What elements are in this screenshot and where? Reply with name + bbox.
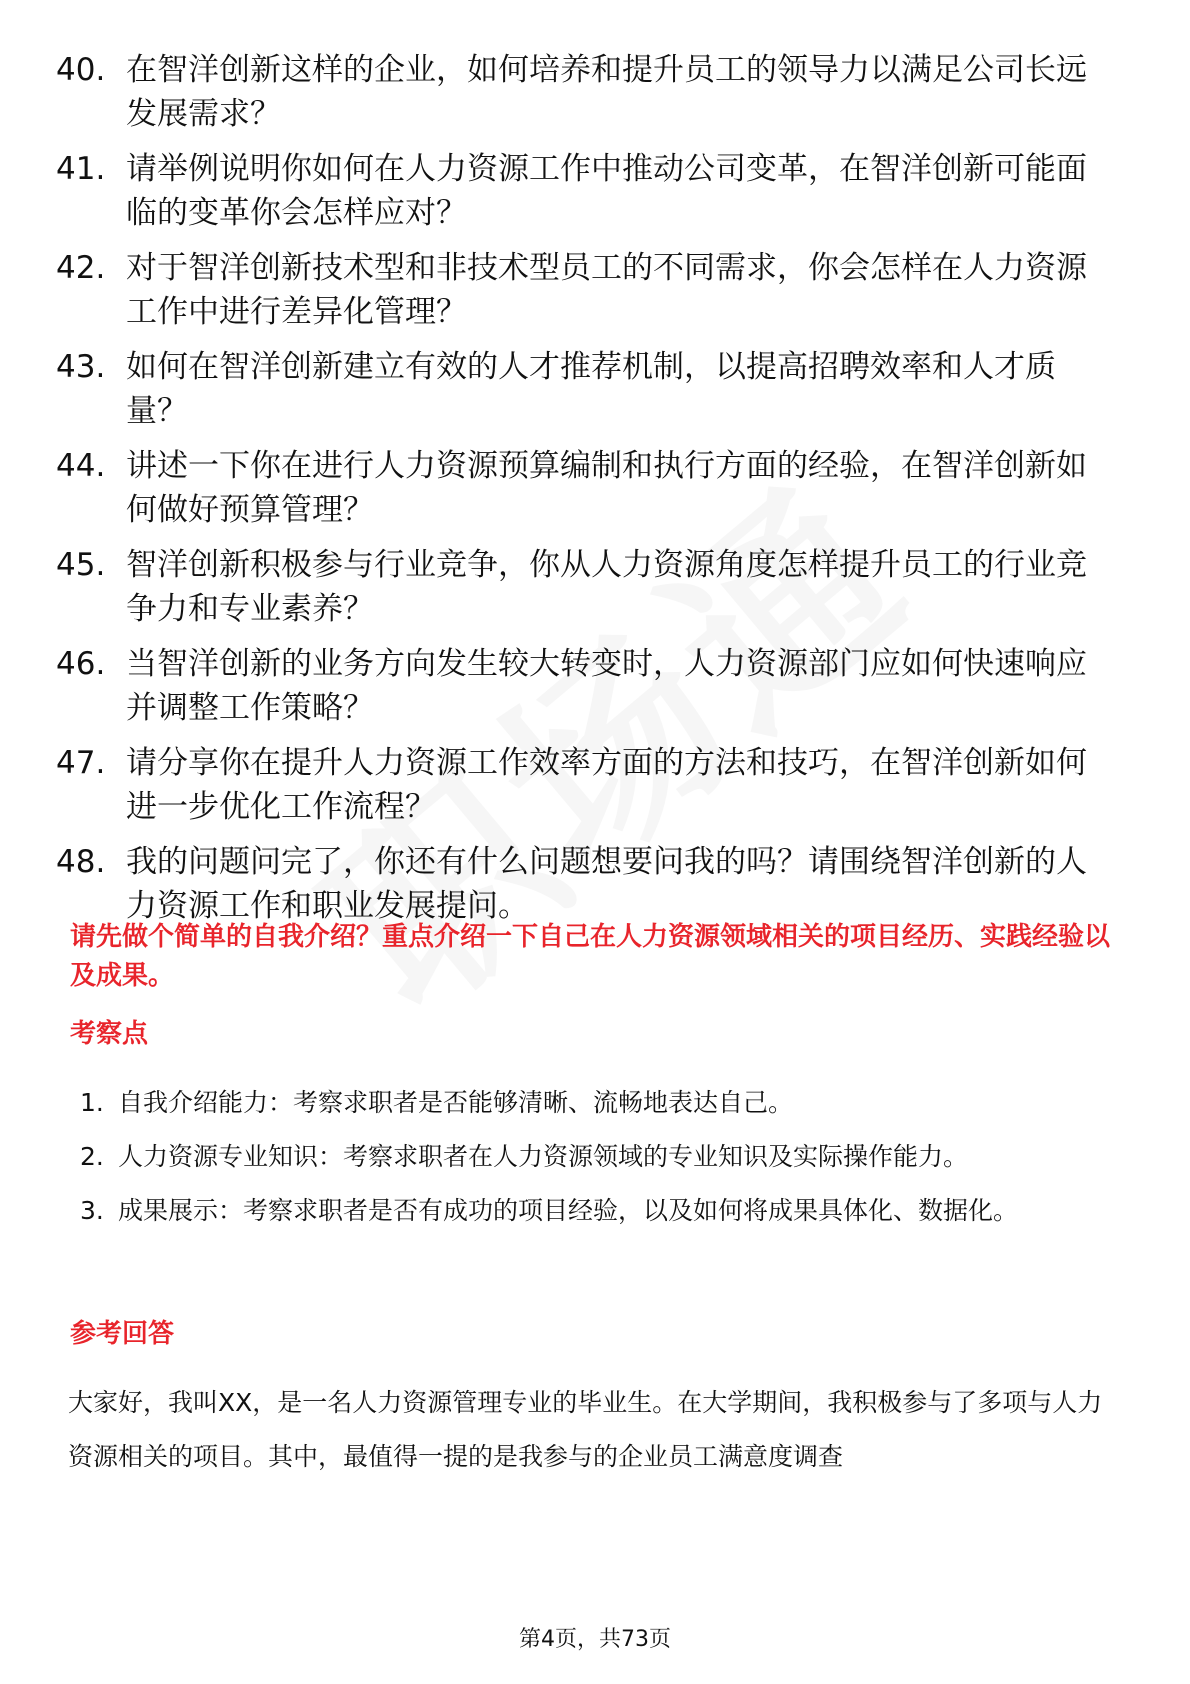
question-item-41 [56, 147, 1116, 235]
question-text: 在智洋创新这样的企业，如何培养和提升员工的领导力以满足公司长远发展需求？ [126, 52, 1087, 132]
question-number: 44. [56, 448, 106, 484]
point-number: 2. [80, 1142, 104, 1171]
question-item-46 [56, 642, 1116, 730]
point-number: 1. [80, 1088, 104, 1117]
question-text: 智洋创新积极参与行业竞争，你从人力资源角度怎样提升员工的行业竞争力和专业素养？ [126, 547, 1087, 627]
question-text: 当智洋创新的业务方向发生较大转变时，人力资源部门应如何快速响应并调整工作策略？ [126, 646, 1087, 726]
question-text: 请分享你在提升人力资源工作效率方面的方法和技巧，在智洋创新如何进一步优化工作流程？ [126, 745, 1087, 825]
question-text: 请举例说明你如何在人力资源工作中推动公司变革，在智洋创新可能面临的变革你会怎样应对？ [126, 151, 1087, 231]
evaluation-point-item [80, 1132, 1080, 1182]
question-number: 41. [56, 151, 106, 187]
question-text: 对于智洋创新技术型和非技术型员工的不同需求，你会怎样在人力资源工作中进行差异化管理？ [126, 250, 1087, 330]
question-text: 讲述一下你在进行人力资源预算编制和执行方面的经验，在智洋创新如何做好预算管理？ [126, 448, 1087, 528]
section-title-reference-answer: 参考回答 [70, 1319, 175, 1349]
question-item-47 [56, 741, 1116, 829]
section-title-kaochadian: 考察点 [70, 1019, 149, 1049]
question-number: 46. [56, 646, 106, 682]
question-number: 43. [56, 349, 106, 385]
question-list [56, 48, 1116, 939]
question-item-40 [56, 48, 1116, 136]
question-text: 我的问题问完了，你还有什么问题想要问我的吗？请围绕智洋创新的人力资源工作和职业发展提问。 [126, 844, 1087, 924]
question-text: 如何在智洋创新建立有效的人才推荐机制，以提高招聘效率和人才质量？ [126, 349, 1056, 429]
question-number: 40. [56, 52, 106, 88]
page-footer: 第4页，共73页 [519, 1627, 671, 1652]
question-number: 42. [56, 250, 106, 286]
point-text: 自我介绍能力：考察求职者是否能够清晰、流畅地表达自己。 [118, 1088, 794, 1117]
question-number: 47. [56, 745, 106, 781]
question-number: 45. [56, 547, 106, 583]
question-item-42 [56, 246, 1116, 334]
highlight-question: 请先做个简单的自我介绍？重点介绍一下自己在人力资源领域相关的项目经历、实践经验以及成果。 [70, 922, 1111, 991]
point-text: 成果展示：考察求职者是否有成功的项目经验，以及如何将成果具体化、数据化。 [118, 1196, 1019, 1225]
question-item-45 [56, 543, 1116, 631]
evaluation-point-item [80, 1078, 1080, 1128]
question-item-44 [56, 444, 1116, 532]
question-number: 48. [56, 844, 106, 880]
reference-answer-text: 大家好，我叫XX，是一名人力资源管理专业的毕业生。在大学期间，我积极参与了多项与人力资源相关的项目。其中，最值得一提的是我参与的企业员工满意度调查 [68, 1388, 1103, 1471]
point-number: 3. [80, 1196, 104, 1225]
question-item-43 [56, 345, 1116, 433]
evaluation-point-item [80, 1186, 1080, 1236]
question-item-48 [56, 840, 1116, 928]
evaluation-point-list [80, 1078, 1080, 1240]
point-text: 人力资源专业知识：考察求职者在人力资源领域的专业知识及实际操作能力。 [118, 1142, 969, 1171]
